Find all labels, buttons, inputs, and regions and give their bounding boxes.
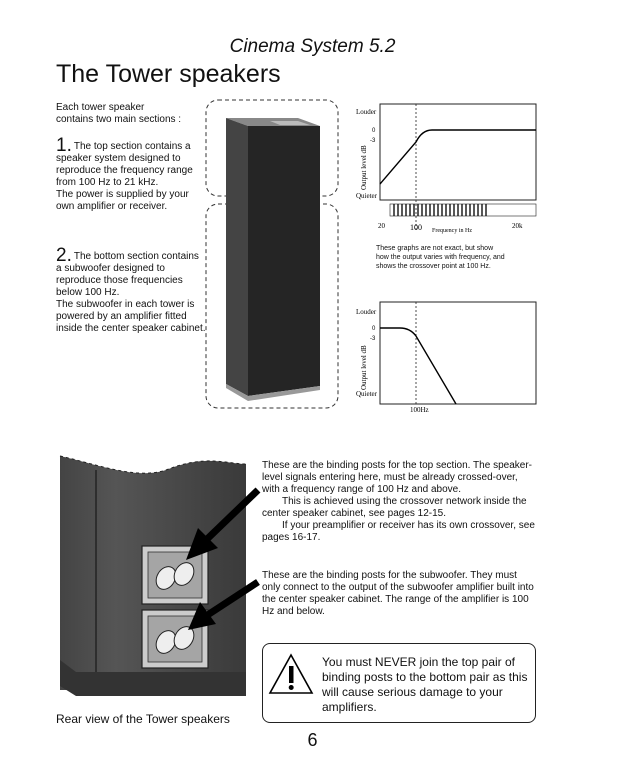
graph-top-tick-minus3: -3 [370, 138, 376, 144]
graph-top-xlabel: Frequency in Hz [432, 228, 472, 234]
graph-bottom-quieter-label: Quieter [356, 390, 377, 398]
graph-top-louder-label: Louder [356, 108, 377, 116]
intro-text: Each tower speaker contains two main sections : [56, 102, 182, 125]
page-subtitle: Cinema System 5.2 [229, 36, 396, 57]
binding-posts-subwoofer-description: These are the binding posts for the subwoofer. They must only connect to the output of the subwoofer amplifier built into the center speaker cabinet. The range of the amplifier is 100 Hz and below. [262, 570, 534, 617]
pointer-arrows [140, 470, 270, 650]
graph-bottom-frame [380, 302, 536, 404]
section-2-number: 2. [56, 245, 72, 266]
graph-bottom-x-mid: 100Hz [410, 406, 429, 414]
section-2-text: 2. The bottom section contains a subwoofer designed to reproduce those frequencies below 100 Hz. The subwoofer in each tower is powered by an amplifier fitted inside the center speaker cabinet. [56, 245, 206, 334]
graph-bottom-curve [380, 328, 456, 404]
section-1-number: 1. [56, 135, 72, 156]
frequency-graph-bottom [350, 298, 540, 416]
graph-bottom-tick-0: 0 [372, 326, 376, 332]
warning-icon [268, 652, 314, 696]
graph-top-x-left: 20 [378, 222, 385, 230]
page-number: 6 [307, 730, 318, 750]
graph-top-x-mid: 100 [410, 223, 422, 232]
rear-view-caption: Rear view of the Tower speakers [56, 712, 230, 726]
arrow-subwoofer-posts [188, 582, 258, 630]
graph-top-quieter-label: Quieter [356, 192, 377, 200]
graph-top-curve [380, 130, 536, 184]
graph-top-frame [380, 104, 536, 200]
arrow-top-posts [186, 490, 258, 560]
graph-bottom-tick-minus3: -3 [370, 336, 376, 342]
warning-text: You must NEVER join the top pair of binding posts to the bottom pair as this will cause serious damage to your amplifiers. [322, 655, 528, 714]
tower-speaker-illustration [200, 96, 345, 414]
graph-top-ylabel: Output level dB [360, 145, 368, 190]
section-1-text: 1. The top section contains a speaker system designed to reproduce the frequency range from 100 Hz to 21 kHz. The power is supplied by your own amplifier or receiver. [56, 135, 193, 212]
graph-top-x-right: 20k [512, 222, 523, 230]
page-title: The Tower speakers [56, 60, 281, 88]
graph-top-tick-0: 0 [372, 128, 376, 134]
graph-bottom-ylabel: Output level dB [360, 345, 368, 390]
binding-posts-top-description: These are the binding posts for the top section. The speaker-level signals entering here, must be already crossed-over, with a frequency range of 100 Hz and above. This is achieved using the crossover network inside the center speaker cabinet, see pages 12-15. If your preamplifier or receiver has its own crossover, see pages 16-17. [262, 460, 535, 543]
graph-bottom-louder-label: Louder [356, 308, 377, 316]
graph-note: These graphs are not exact, but show how the output varies with frequency, and shows the crossover point at 100 Hz. [376, 245, 505, 270]
frequency-graph-top [350, 100, 540, 240]
graph-top-axis-ticks [390, 204, 536, 216]
